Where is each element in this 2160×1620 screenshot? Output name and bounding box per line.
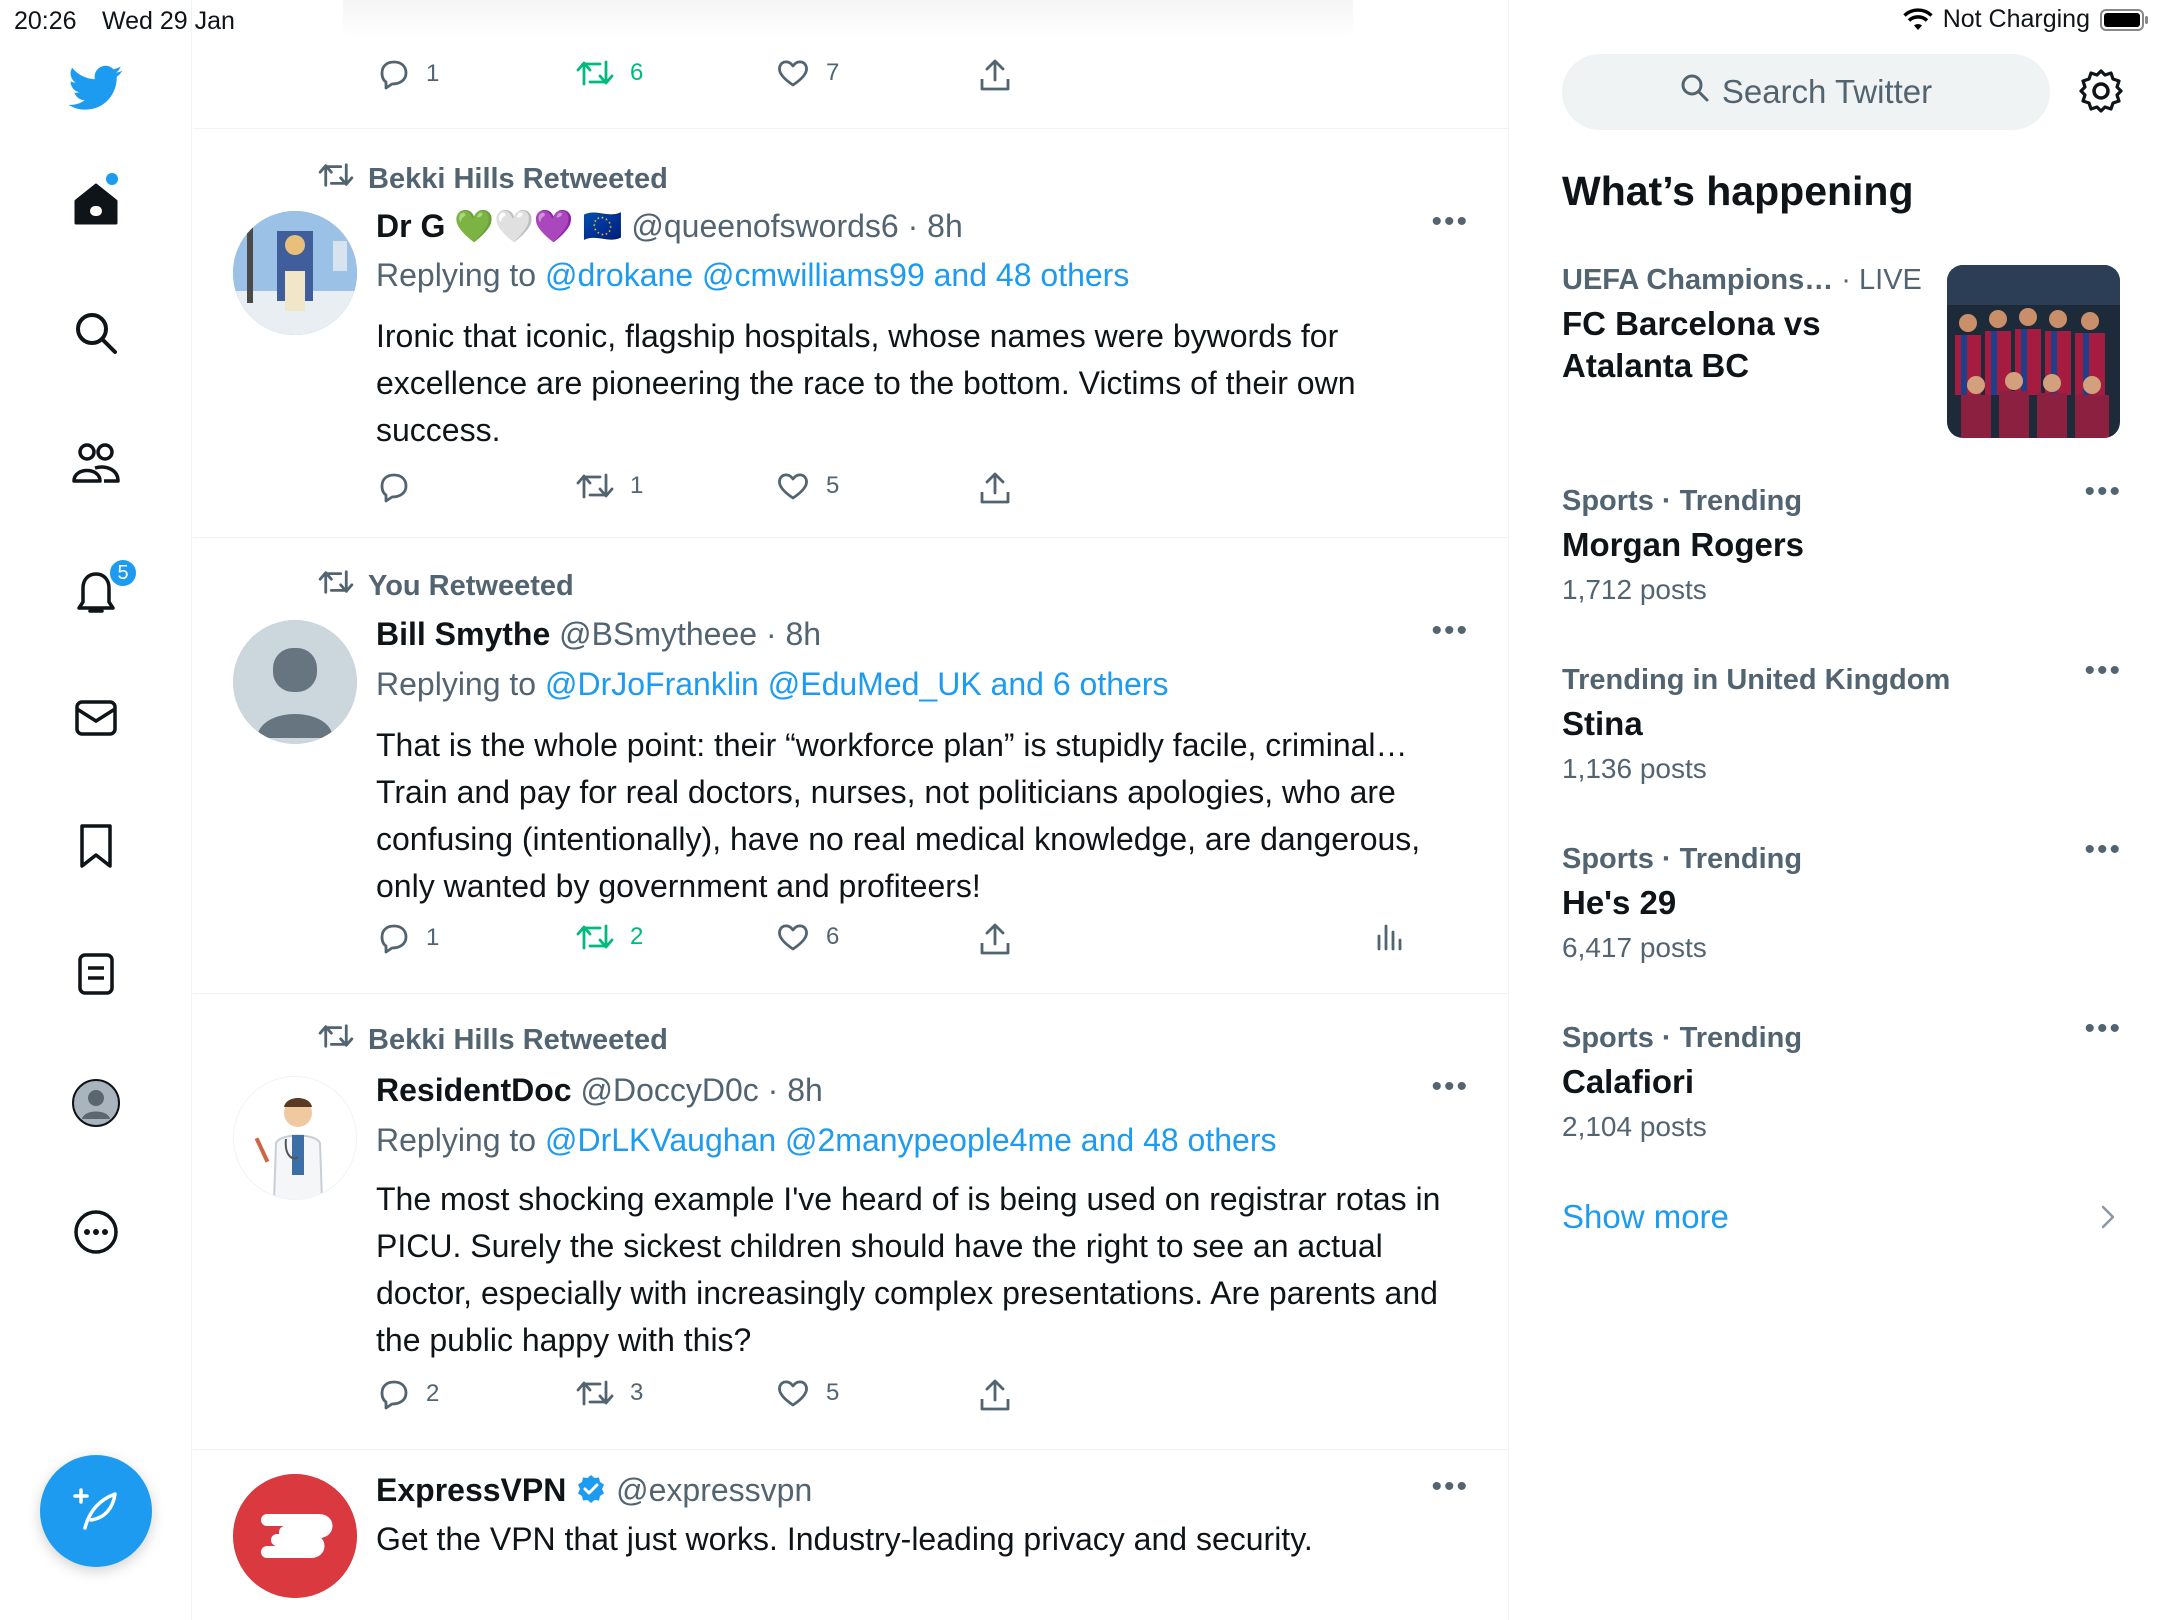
author-name[interactable]: Bill Smythe xyxy=(376,616,551,652)
trend-more-button[interactable]: ••• xyxy=(2084,1012,2122,1045)
search-icon[interactable] xyxy=(68,305,124,361)
tweet-actions xyxy=(376,922,1456,962)
share-icon xyxy=(979,58,1011,92)
trend-category: Sports · Trending xyxy=(1562,1022,1803,1054)
like-button[interactable] xyxy=(776,1378,839,1408)
replying-mentions[interactable]: @DrJoFranklin @EduMed_UK and 6 others xyxy=(544,666,1169,702)
trend-thumbnail-image[interactable] xyxy=(1947,265,2120,438)
reply-button[interactable] xyxy=(376,922,439,954)
trend-more-button[interactable]: ••• xyxy=(2084,654,2122,687)
like-icon xyxy=(776,1378,810,1408)
replying-to xyxy=(376,1122,1276,1159)
left-navigation xyxy=(0,0,192,1620)
retweet-count: 1 xyxy=(630,472,644,499)
chevron-right-icon xyxy=(2100,1204,2116,1235)
reply-button[interactable] xyxy=(376,1378,439,1410)
avatar[interactable] xyxy=(233,1076,357,1200)
reply-button[interactable] xyxy=(376,471,426,503)
tweet-text: Get the VPN that just works. Industry-leading privacy and security. xyxy=(376,1521,1313,1557)
reply-count: 1 xyxy=(426,924,440,951)
author-name[interactable]: Dr G 💚🤍💜 🇪🇺 xyxy=(376,208,623,244)
retweet-count: 2 xyxy=(630,923,644,950)
retweet-count: 6 xyxy=(630,59,644,86)
like-button[interactable] xyxy=(776,471,839,501)
share-button[interactable] xyxy=(979,922,1011,956)
replying-mentions[interactable]: @DrLKVaughan @2manypeople4me and 48 others xyxy=(544,1122,1277,1158)
avatar[interactable] xyxy=(233,1474,357,1598)
replying-to xyxy=(376,257,1129,294)
tweet-more-button[interactable]: ••• xyxy=(1431,614,1469,647)
replying-prefix: Replying to xyxy=(376,257,545,293)
retweeted-by-label: You Retweeted xyxy=(368,569,574,602)
reply-icon xyxy=(376,1378,410,1410)
tweet-actions xyxy=(376,471,1456,511)
tweet-card[interactable] xyxy=(193,538,1509,994)
share-button[interactable] xyxy=(979,58,1011,92)
tweet-card[interactable] xyxy=(193,0,1509,129)
like-count: 5 xyxy=(826,472,840,499)
replying-mentions[interactable]: @drokane @cmwilliams99 and 48 others xyxy=(544,257,1130,293)
retweet-button[interactable] xyxy=(576,1378,643,1408)
tweet-more-button[interactable]: ••• xyxy=(1431,1470,1469,1503)
bookmarks-icon[interactable] xyxy=(68,818,124,874)
retweet-icon xyxy=(576,58,614,88)
home-timeline xyxy=(193,0,1509,1620)
tweet-text: That is the whole point: their “workforce plan” is stupidly facile, criminal…Train and pay for real doctors, nurses, not politicians apologies, who are confusing (intentionally), have no real medical knowledge, are dangerous, only wanted by government and profiteers! xyxy=(376,727,1421,904)
tweet-card[interactable] xyxy=(193,129,1509,538)
trend-category: Sports · Trending xyxy=(1562,485,1803,517)
trend-category: Trending in United Kingdom xyxy=(1562,664,1951,696)
retweet-button[interactable] xyxy=(576,471,643,501)
like-count: 7 xyxy=(826,59,840,86)
analytics-icon xyxy=(1376,922,1406,952)
retweet-button[interactable] xyxy=(576,922,643,952)
reply-count: 2 xyxy=(426,1380,440,1407)
tweet-more-button[interactable]: ••• xyxy=(1431,1070,1469,1103)
compose-icon xyxy=(71,1486,121,1537)
retweet-icon xyxy=(576,922,614,952)
status-date: Wed 29 Jan xyxy=(102,7,235,35)
share-icon xyxy=(979,1378,1011,1412)
share-icon xyxy=(979,471,1011,505)
trend-item[interactable] xyxy=(1562,654,2122,785)
retweeted-by xyxy=(318,1022,668,1058)
retweet-count: 3 xyxy=(630,1379,644,1406)
search-placeholder: Search Twitter xyxy=(1721,73,1933,110)
retweet-icon xyxy=(318,1022,354,1058)
sidebar-right xyxy=(1510,0,2160,1620)
author-handle[interactable]: @DoccyD0c · 8h xyxy=(580,1072,823,1108)
replying-to xyxy=(376,666,1168,703)
retweet-icon xyxy=(318,161,354,197)
search-twitter-input[interactable] xyxy=(1562,54,2050,130)
replying-prefix: Replying to xyxy=(376,1122,545,1158)
like-icon xyxy=(776,922,810,952)
twitter-logo-icon[interactable] xyxy=(68,60,124,116)
share-button[interactable] xyxy=(979,471,1011,505)
verified-icon xyxy=(575,1473,607,1513)
reply-icon xyxy=(376,922,410,954)
retweet-icon xyxy=(318,568,354,604)
trend-post-count: 1,712 posts xyxy=(1562,574,1707,605)
trend-item[interactable] xyxy=(1562,1012,2122,1143)
tweet-card[interactable] xyxy=(193,1450,1509,1620)
home-icon[interactable] xyxy=(68,176,124,232)
like-icon xyxy=(776,471,810,501)
reply-icon xyxy=(376,58,410,90)
avatar[interactable] xyxy=(233,211,357,335)
like-button[interactable] xyxy=(776,58,839,88)
trend-post-count: 6,417 posts xyxy=(1562,932,1707,963)
analytics-button[interactable] xyxy=(1376,922,1406,952)
tweet-text: Ironic that iconic, flagship hospitals, whose names were bywords for excellence are pioneering the race to the bottom. Victims of their own success. xyxy=(376,318,1356,448)
share-button[interactable] xyxy=(979,1378,1011,1412)
trend-item[interactable] xyxy=(1562,833,2122,964)
home-unread-dot xyxy=(106,173,118,185)
author-name[interactable]: ResidentDoc xyxy=(376,1072,572,1108)
tweet-more-button[interactable]: ••• xyxy=(1431,205,1469,238)
replying-prefix: Replying to xyxy=(376,666,545,702)
trend-name: FC Barcelona vs Atalanta BC xyxy=(1562,305,1821,384)
trend-name: He's 29 xyxy=(1562,884,1677,921)
more-icon[interactable] xyxy=(68,1204,124,1260)
tweet-actions xyxy=(376,1378,1456,1418)
trend-post-count: 1,136 posts xyxy=(1562,753,1707,784)
author-name[interactable]: ExpressVPN xyxy=(376,1472,567,1508)
notifications-badge: 5 xyxy=(108,558,138,588)
like-count: 5 xyxy=(826,1379,840,1406)
tweet-card[interactable] xyxy=(193,994,1509,1450)
retweet-icon xyxy=(576,1378,614,1408)
author-handle[interactable]: @expressvpn xyxy=(616,1472,813,1508)
share-icon xyxy=(979,922,1011,956)
communities-icon[interactable] xyxy=(68,435,124,491)
tweet-actions xyxy=(376,58,1456,98)
trend-name: Calafiori xyxy=(1562,1063,1695,1100)
like-icon xyxy=(776,58,810,88)
trend-name: Stina xyxy=(1562,705,1643,742)
avatar[interactable] xyxy=(233,620,357,744)
status-time: 20:26 xyxy=(14,7,77,35)
retweeted-by xyxy=(318,161,668,197)
retweeted-by-label: Bekki Hills Retweeted xyxy=(368,162,668,195)
trend-name: Morgan Rogers xyxy=(1562,526,1805,563)
like-button[interactable] xyxy=(776,922,839,952)
trend-post-count: 2,104 posts xyxy=(1562,1111,1707,1142)
reply-button[interactable] xyxy=(376,58,439,90)
trend-item[interactable] xyxy=(1562,264,1922,387)
trend-item[interactable] xyxy=(1562,475,2122,606)
messages-icon[interactable] xyxy=(68,690,124,746)
trend-category: Sports · Trending xyxy=(1562,843,1803,875)
retweet-button[interactable] xyxy=(576,58,643,88)
live-label: · LIVE xyxy=(1833,264,1922,296)
reply-count: 1 xyxy=(426,60,440,87)
author-handle[interactable]: @BSmytheee · 8h xyxy=(559,616,822,652)
profile-icon[interactable] xyxy=(68,1075,124,1131)
whats-happening-title: What’s happening xyxy=(1562,168,1914,214)
retweeted-by-label: Bekki Hills Retweeted xyxy=(368,1023,668,1056)
tweet-text: The most shocking example I've heard of is being used on registrar rotas in PICU. Surely the sickest children should have the right to see an actual doctor, especially with increasingly complex presentations. Are parents and the public happy with this? xyxy=(376,1181,1441,1358)
settings-icon[interactable] xyxy=(2078,68,2124,119)
show-more-link[interactable]: Show more xyxy=(1562,1198,1729,1235)
charging-status: Not Charging xyxy=(1942,5,2090,33)
trend-more-button[interactable]: ••• xyxy=(2084,833,2122,866)
retweet-icon xyxy=(576,471,614,501)
retweeted-by xyxy=(318,568,574,604)
compose-tweet-button[interactable] xyxy=(40,1455,152,1567)
author-handle[interactable]: @queenofswords6 · 8h xyxy=(631,208,963,244)
trend-category: UEFA Champions… xyxy=(1562,264,1834,296)
like-count: 6 xyxy=(826,923,840,950)
search-icon xyxy=(1680,73,1710,111)
trend-more-button[interactable]: ••• xyxy=(2084,475,2122,508)
reply-icon xyxy=(376,471,410,503)
lists-icon[interactable] xyxy=(68,946,124,1002)
